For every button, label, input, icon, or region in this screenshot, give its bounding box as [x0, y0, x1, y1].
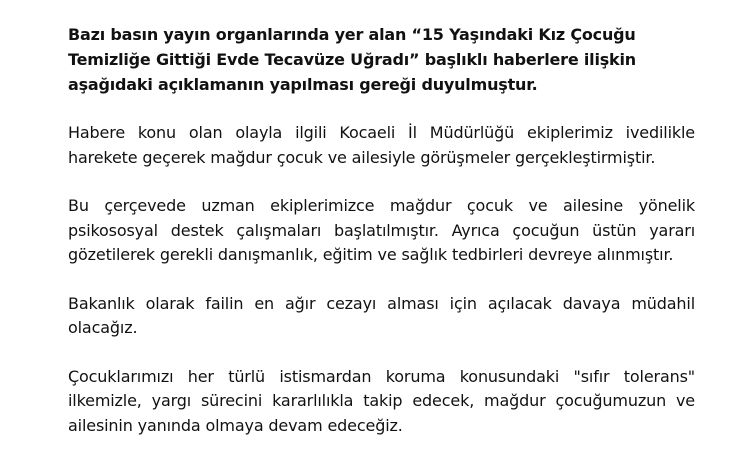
statement-document	[68, 22, 695, 438]
statement-paragraph-4: Çocuklarımızı her türlü istismardan koruma konusundaki "sıfır tolerans" ilkemizle, yargı sürecini kararlılıkla takip edecek, mağdur çocuğumuzun ve ailesinin yanında olmaya devam edeceğiz.	[68, 366, 695, 435]
statement-paragraph-2: Bu çerçevede uzman ekiplerimizce mağdur çocuk ve ailesine yönelik psikososyal destek çalışmaları başlatılmıştır. Ayrıca çocuğun üstün yararı gözetilerek gerekli danışmanlık, eğitim ve sağlık tedbirleri devreye alınmıştır.	[68, 196, 695, 264]
statement-headline: Bazı basın yayın organlarında yer alan “15 Yaşındaki Kız Çocuğu Temizliğe Gittiği Evde Tecavüze Uğradı” başlıklı haberlere ilişkin aşağıdaki açıklamanın yapılması gereği duyulmuştur.	[68, 25, 636, 94]
statement-paragraph-1: Habere konu olan olayla ilgili Kocaeli İl Müdürlüğü ekiplerimiz ivedilikle harekete geçerek mağdur çocuk ve ailesiyle görüşmeler gerçekleştirmiştir.	[68, 123, 695, 167]
statement-paragraph-3: Bakanlık olarak failin en ağır cezayı alması için açılacak davaya müdahil olacağız.	[68, 293, 695, 337]
